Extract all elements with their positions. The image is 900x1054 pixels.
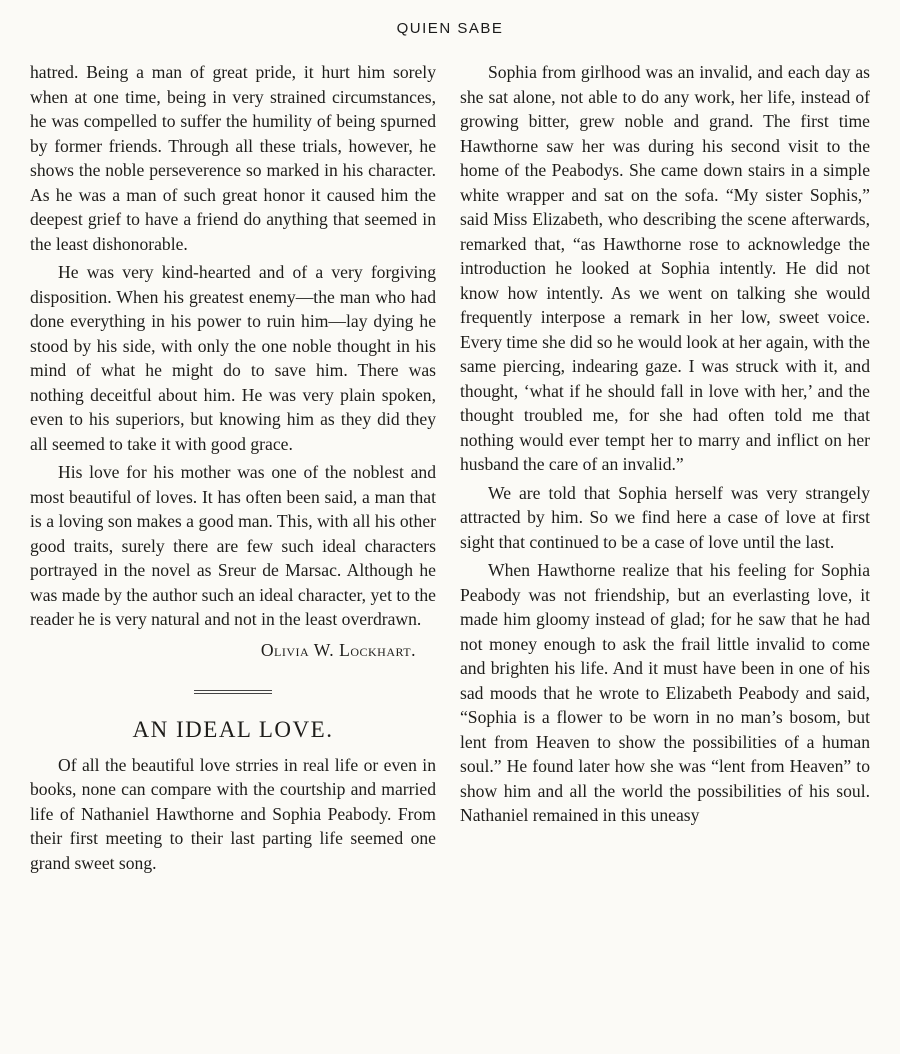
paragraph: His love for his mother was one of the noblest and most beautiful of loves. It has often been said, a man that is a loving son makes a good man. This, with all his other good traits, surely there are few such ideal characters portrayed in the novel as Sreur de Marsac. Although he was made by the author such an ideal character, yet to the reader he is very natural and not in the least overdrawn. [30,462,436,629]
paragraph: We are told that Sophia herself was very strangely attracted by him. So we find here a case of love at first sight that continued to be a case of love until the last. [460,482,870,552]
author-signature: Olivia W. Lockhart. [260,639,416,660]
left-column [30,60,436,875]
right-column [460,60,870,828]
paragraph: hatred. Being a man of great pride, it hurt him sorely when at one time, being in very strained circumstances, he was compelled to suffer the humility of being spurned by former friends. Through all these trials, however, he shows the noble perseverence so marked in his character. As he was a man of such great honor it caused him the deepest grief to have a friend do anything that seemed in the least dishonorable. [30,62,436,254]
paragraph: Sophia from girlhood was an invalid, and each day as she sat alone, not able to do any work, her life, instead of growing bitter, grew noble and grand. The first time Hawthorne saw her was during his second visit to the home of the Peabodys. She came down stairs in a simple white wrapper and sat on the sofa. “My sister Sophis,” said Miss Elizabeth, who describing the scene afterwards, remarked that, “as Hawthorne rose to acknowledge the introduction he looked at Sophia intently. He did not know how intently. As we went on talking she would frequently interpose a remark in her low, sweet voice. Every time she did so he would look at her again, with the same piercing, indearing gaze. I was struck with it, and thought, ‘what if he should fall in love with her,’ and the thought troubled me, for she had often told me that nothing would ever tempt her to marry and inflict on her husband the care of an invalid.” [460,62,870,474]
section-divider [194,690,272,694]
article-title: AN IDEAL LOVE. [132,717,334,742]
paragraph: He was very kind-hearted and of a very forgiving disposition. When his greatest enemy—the man who had done everything in his power to ruin him—lay dying he stood by his side, with only the one noble thought in his mind of what he might do to save him. There was nothing deceitful about him. He was very plain spoken, even to his superiors, but knowing him as they did they all seemed to take it with good grace. [30,262,436,454]
running-head: QUIEN SABE [396,20,504,37]
paragraph: When Hawthorne realize that his feeling for Sophia Peabody was not friendship, but an everlasting love, it made him gloomy instead of glad; for he saw that he had not money enough to ask the frail little invalid to come and brighten his life. And it must have been in one of his sad moods that he wrote to Elizabeth Peabody and said, “Sophia is a flower to be worn in no man’s bosom, but lent from Heaven to show the possibilities of a human soul.” He found later how she was “lent from Heaven” to show him and all the world the possibilities of his soul. Nathaniel remained in this uneasy [460,560,870,825]
article-intro: Of all the beautiful love strries in real life or even in books, none can compare with the courtship and married life of Nathaniel Hawthorne and Sophia Peabody. From their first meeting to their last parting life seemed one grand sweet song. [30,754,436,873]
